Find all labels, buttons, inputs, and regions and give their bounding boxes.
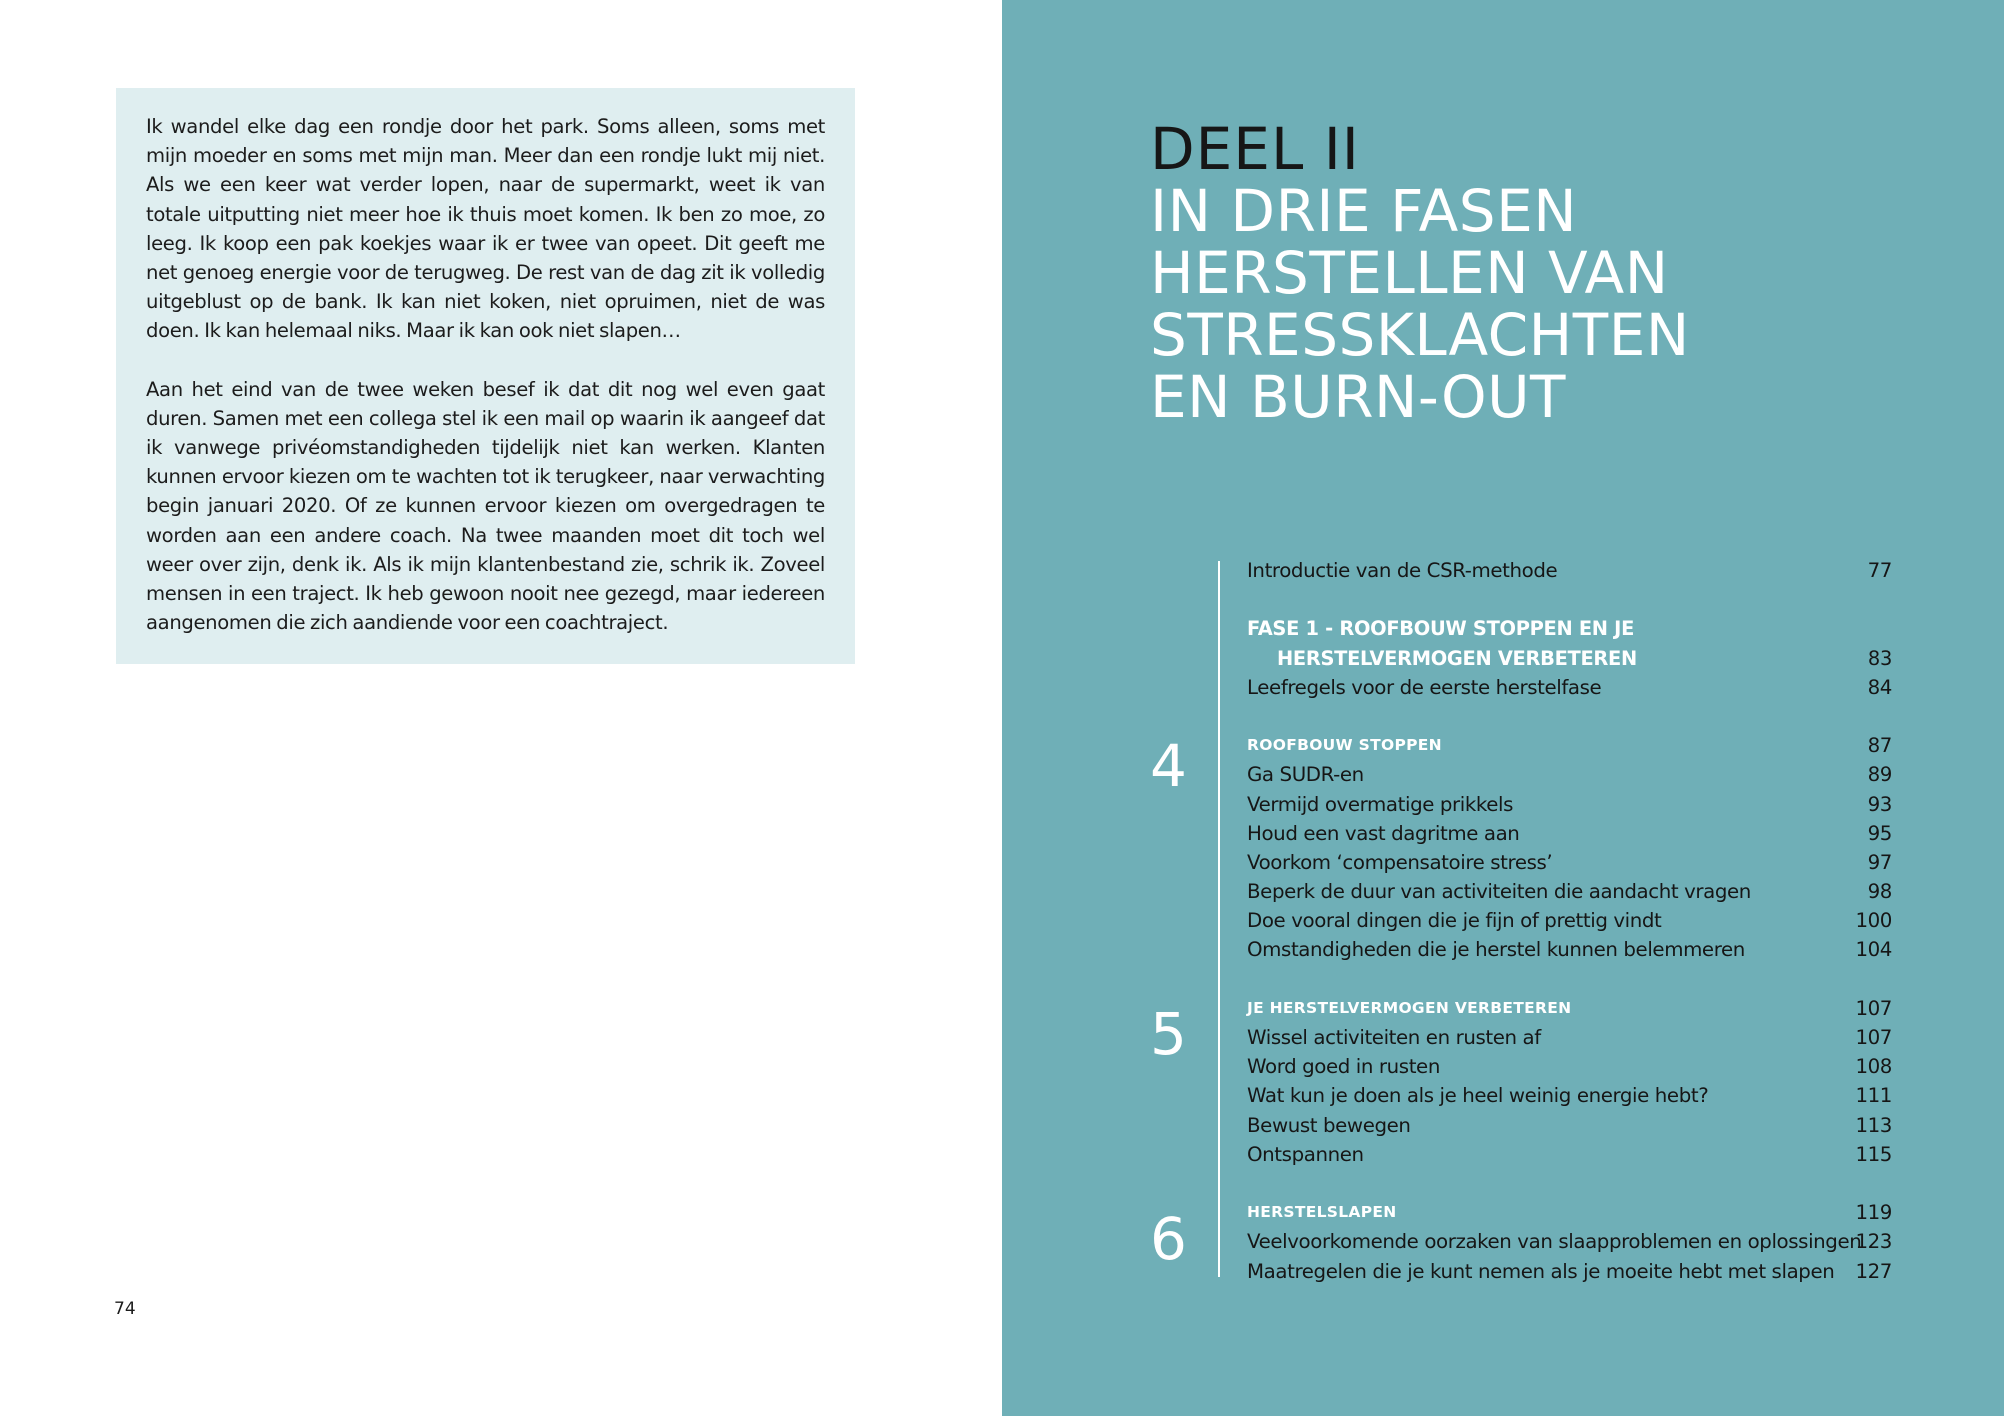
toc-phase-line: FASE 1 - ROOFBOUW STOPPEN EN JE (1247, 617, 1635, 641)
part-heading (1150, 115, 1970, 431)
chapter-number-4: 4 (1150, 732, 1187, 800)
toc-entry-page: 113 (1855, 1113, 1892, 1137)
toc-entry[interactable] (1247, 760, 1892, 789)
toc-entry-title: Houd een vast dagritme aan (1247, 821, 1520, 845)
toc-entry-title: Vermijd overmatige prikkels (1247, 792, 1514, 816)
toc-entry[interactable] (1247, 1257, 1892, 1286)
toc-chapter-heading[interactable] (1247, 994, 1892, 1023)
toc-entry[interactable] (1247, 673, 1892, 702)
testimonial-box (116, 88, 855, 664)
toc-entry-title: Wissel activiteiten en rusten af (1247, 1026, 1541, 1049)
toc-entry-page: 111 (1855, 1084, 1892, 1108)
toc-entry-page: 104 (1855, 938, 1892, 962)
toc-entry[interactable] (1247, 906, 1892, 935)
table-of-contents (1247, 556, 1892, 1286)
testimonial-paragraph: Ik wandel elke dag een rondje door het park. Soms alleen, soms met mijn moeder en soms met mijn man. Meer dan een rondje lukt mij niet. Als we een keer wat verder lopen, naar de supermarkt, weet ik van totale uitputting niet meer hoe ik thuis moet komen. Ik ben zo moe, zo leeg. Ik koop een pak koekjes waar ik er twee van opeet. Dit geeft me net genoeg energie voor de terugweg. De rest van de dag zit ik volledig uitgeblust op de bank. Ik kan niet koken, niet opruimen, niet de was doen. Ik kan helemaal niks. Maar ik kan ook niet slapen… (146, 115, 825, 343)
toc-entry-page: 107 (1855, 996, 1892, 1020)
toc-entry-title: Omstandigheden die je herstel kunnen belemmeren (1247, 938, 1745, 962)
part-title-line: HERSTELLEN VAN (1150, 239, 1669, 307)
toc-chapter-heading[interactable] (1247, 731, 1892, 760)
toc-entry[interactable] (1247, 1140, 1892, 1169)
toc-entry-title: Word goed in rusten (1247, 1055, 1440, 1079)
right-page (1002, 0, 2004, 1416)
toc-entry-page: 123 (1855, 1230, 1892, 1254)
toc-chapter-title: ROOFBOUW STOPPEN (1247, 736, 1442, 755)
toc-phase-heading-cont[interactable] (1247, 644, 1892, 673)
toc-entry-page: 95 (1867, 821, 1892, 845)
toc-entry-title: Maatregelen die je kunt nemen als je moeite hebt met slapen (1247, 1259, 1835, 1283)
part-label: DEEL II (1150, 115, 1360, 183)
page-number: 74 (114, 1299, 136, 1319)
toc-entry[interactable] (1247, 877, 1892, 906)
toc-entry[interactable] (1247, 1081, 1892, 1110)
toc-entry-page: 100 (1855, 909, 1892, 933)
part-title (1150, 177, 1970, 431)
toc-entry-page: 115 (1855, 1142, 1892, 1166)
toc-entry[interactable] (1247, 819, 1892, 848)
toc-entry-page: 98 (1867, 880, 1892, 904)
toc-entry[interactable] (1247, 848, 1892, 877)
toc-entry[interactable] (1247, 790, 1892, 819)
toc-entry-page: 87 (1867, 734, 1892, 758)
toc-chapter-title: JE HERSTELVERMOGEN VERBETEREN (1247, 998, 1572, 1017)
toc-entry-title: Bewust bewegen (1247, 1113, 1411, 1137)
toc-entry-page: 108 (1855, 1055, 1892, 1079)
toc-entry[interactable] (1247, 1052, 1892, 1081)
toc-phase-heading[interactable] (1247, 614, 1892, 643)
toc-entry-page: 84 (1867, 675, 1892, 699)
toc-entry-title: Ga SUDR-en (1247, 763, 1364, 787)
part-title-line: STRESSKLACHTEN (1150, 301, 1690, 369)
toc-chapter-heading[interactable] (1247, 1198, 1892, 1227)
chapter-number-5: 5 (1150, 1000, 1187, 1068)
toc-entry-title: Voorkom ‘compensatoire stress’ (1247, 850, 1553, 874)
toc-entry-title: Veelvoorkomende oorzaken van slaapproblemen en oplossingen (1247, 1230, 1862, 1254)
toc-entry-title: Wat kun je doen als je heel weinig energie hebt? (1247, 1084, 1709, 1108)
toc-entry-title: Ontspannen (1247, 1142, 1364, 1166)
toc-entry[interactable] (1247, 1023, 1892, 1052)
toc-entry-title: Beperk de duur van activiteiten die aandacht vragen (1247, 880, 1751, 904)
toc-entry-title: Leefregels voor de eerste herstelfase (1247, 675, 1602, 699)
testimonial-paragraph: Aan het eind van de twee weken besef ik dat dit nog wel even gaat duren. Samen met een collega stel ik een mail op waarin ik aangeef dat ik vanwege privéomstandigheden tijdelijk niet kan werken. Klanten kunnen ervoor kiezen om te wachten tot ik terugkeer, naar verwachting begin januari 2020. Of ze kunnen ervoor kiezen om overgedragen te worden aan een andere coach. Na twee maanden moet dit toch wel weer over zijn, denk ik. Als ik mijn klantenbestand zie, schrik ik. Zoveel mensen in een traject. Ik heb gewoon nooit nee gezegd, maar iedereen aangenomen die zich aandiende voor een coachtraject. (146, 377, 825, 635)
toc-entry[interactable] (1247, 935, 1892, 964)
toc-entry-page: 97 (1867, 850, 1892, 874)
toc-chapter-title: HERSTELSLAPEN (1247, 1203, 1397, 1222)
toc-entry-title: Introductie van de CSR-methode (1247, 559, 1558, 582)
toc-entry-page: 77 (1867, 559, 1892, 582)
toc-divider-rule (1218, 561, 1220, 1277)
toc-entry-page: 89 (1867, 763, 1892, 787)
toc-entry-title: Doe vooral dingen die je fijn of prettig vindt (1247, 909, 1662, 933)
toc-entry-page: 127 (1855, 1259, 1892, 1283)
part-title-line: IN DRIE FASEN (1150, 177, 1578, 245)
toc-entry-page: 93 (1867, 792, 1892, 816)
toc-entry[interactable] (1247, 556, 1892, 585)
toc-entry-page: 83 (1867, 646, 1892, 670)
part-title-line: EN BURN-OUT (1150, 363, 1566, 431)
toc-entry[interactable] (1247, 1111, 1892, 1140)
toc-entry[interactable] (1247, 1227, 1892, 1256)
chapter-number-6: 6 (1150, 1205, 1187, 1273)
toc-entry-page: 119 (1855, 1201, 1892, 1225)
toc-phase-line: HERSTELVERMOGEN VERBETEREN (1277, 646, 1637, 670)
toc-entry-page: 107 (1855, 1026, 1892, 1049)
